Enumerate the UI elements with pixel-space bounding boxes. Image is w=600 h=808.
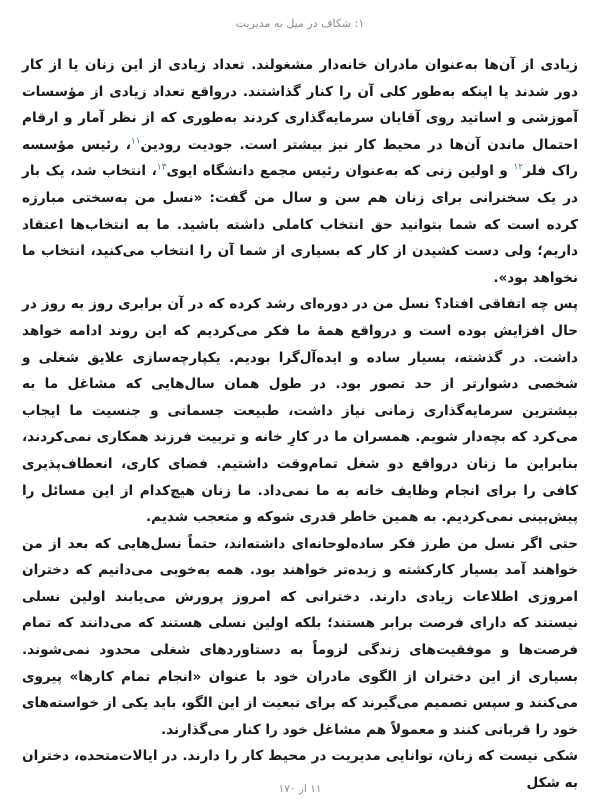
footnote-marker-13[interactable]: ۱۳ (156, 162, 167, 173)
paragraph-1-text-b: ، رئیس مؤسسه راک فلر (22, 136, 579, 180)
chapter-header: ۱: شکاف در میل به مدیریت (235, 17, 365, 30)
footnote-marker-11[interactable]: ۱۱ (130, 136, 141, 147)
paragraph-1-text-a: زیادی از آن‌ها به‌عنوان مادران خانه‌دار مشغولند. تعداد زیادی از این زنان یا از کار دور شدند یا اینکه به‌طور کلی آن را کنار گذاشتند. درواقع تعداد زیادی از مؤسسات آموزشی و اساتید روی آقایان سرمایه‌گذاری کردند به‌طوری که از نظر آمار و ارقام احتمال ماندن آن‌ها در محیط کار نیز بیشتر است. جودیت رودین (22, 57, 578, 153)
paragraph-1-text-c: و اولین زنی که به‌عنوان رئیس مجمع دانشگاه ایوی (166, 163, 514, 180)
page-text (22, 52, 578, 797)
page-indicator: ۱۱ از ۱۷۰ (278, 783, 322, 795)
footnote-marker-12[interactable]: ۱۲ (513, 162, 524, 173)
paragraph-1 (22, 52, 578, 291)
paragraph-1-text-d: ، انتخاب شد، یک بار در یک سخنرانی برای زنان هم سن و سال من گفت: «نسل من به‌سختی مبارزه کرده است که شما بتوانید حق انتخاب کاملی داشته باشید. ما به انتخاب‌ها اعتقاد داریم؛ ولی دست کشیدن از کار که بسیاری از شما آن را انتخاب می‌کنید، انتخاب ما نخواهد بود». (22, 163, 578, 286)
paragraph-2: پس چه اتفاقی افتاد؟ نسل من در دوره‌ای رشد کرده که در آن برابری روز به روز در حال افزایش بوده است و درواقع همهٔ ما فکر می‌کردیم که این روند ادامه خواهد داشت. در گذشته، بسیار ساده و ایده‌آل‌گرا بودیم. یکپارچه‌سازی علایق شغلی و شخصی دشوارتر از حد تصور بود. در طول همان سال‌هایی که مشاغل ما به بیشترین سرمایه‌گذاری زمانی نیاز داشت، طبیعت جسمانی و جنسیت ما ایجاب می‌کرد که بچه‌دار شویم. همسران ما در کارِ خانه و تربیت فرزند همکاری نمی‌کردند، بنابراین ما زنان درواقع دو شغل تمام‌وقت داشتیم. فضای کاری، انعطاف‌پذیری کافی را برای انجام وظایف خانه به ما نمی‌داد. ما زنان هیچ‌کدام از این مسائل را پیش‌بینی نمی‌کردیم. به همین خاطر قدری شوکه و متعجب شدیم. (22, 296, 578, 526)
paragraph-4: شکی نیست که زنان، توانایی مدیریت در محیط کار را دارند. در ایالات‌متحده، دختران به شکل (22, 748, 578, 792)
paragraph-3: حتی اگر نسل من طرز فکر ساده‌لوحانه‌ای داشته‌اند، حتماً نسل‌هایی که بعد از من خواهند آمد بسیار کارکشته و زبده‌تر خواهند بود. همه به‌خوبی می‌دانیم که دختران امروزی اطلاعات زیادی دارند. دخترانی که امروز پرورش می‌یابند اولین نسلی نیستند که دارای فرصت برابر هستند؛ بلکه اولین نسلی هستند که می‌دانند که تمام فرصت‌ها و موفقیت‌های زندگی لزوماً به دستاوردهای شغلی محدود نمی‌شوند. بسیاری از این دختران از الگوی مادران خود با عنوان «انجام تمام کارها» پیروی می‌کنند و سپس تصمیم می‌گیرند که برای تبعیت از این الگو، باید یکی از خواسته‌های خود را قربانی کنند و معمولاً هم مشاغل خود را کنار می‌گذارند. (22, 535, 578, 738)
